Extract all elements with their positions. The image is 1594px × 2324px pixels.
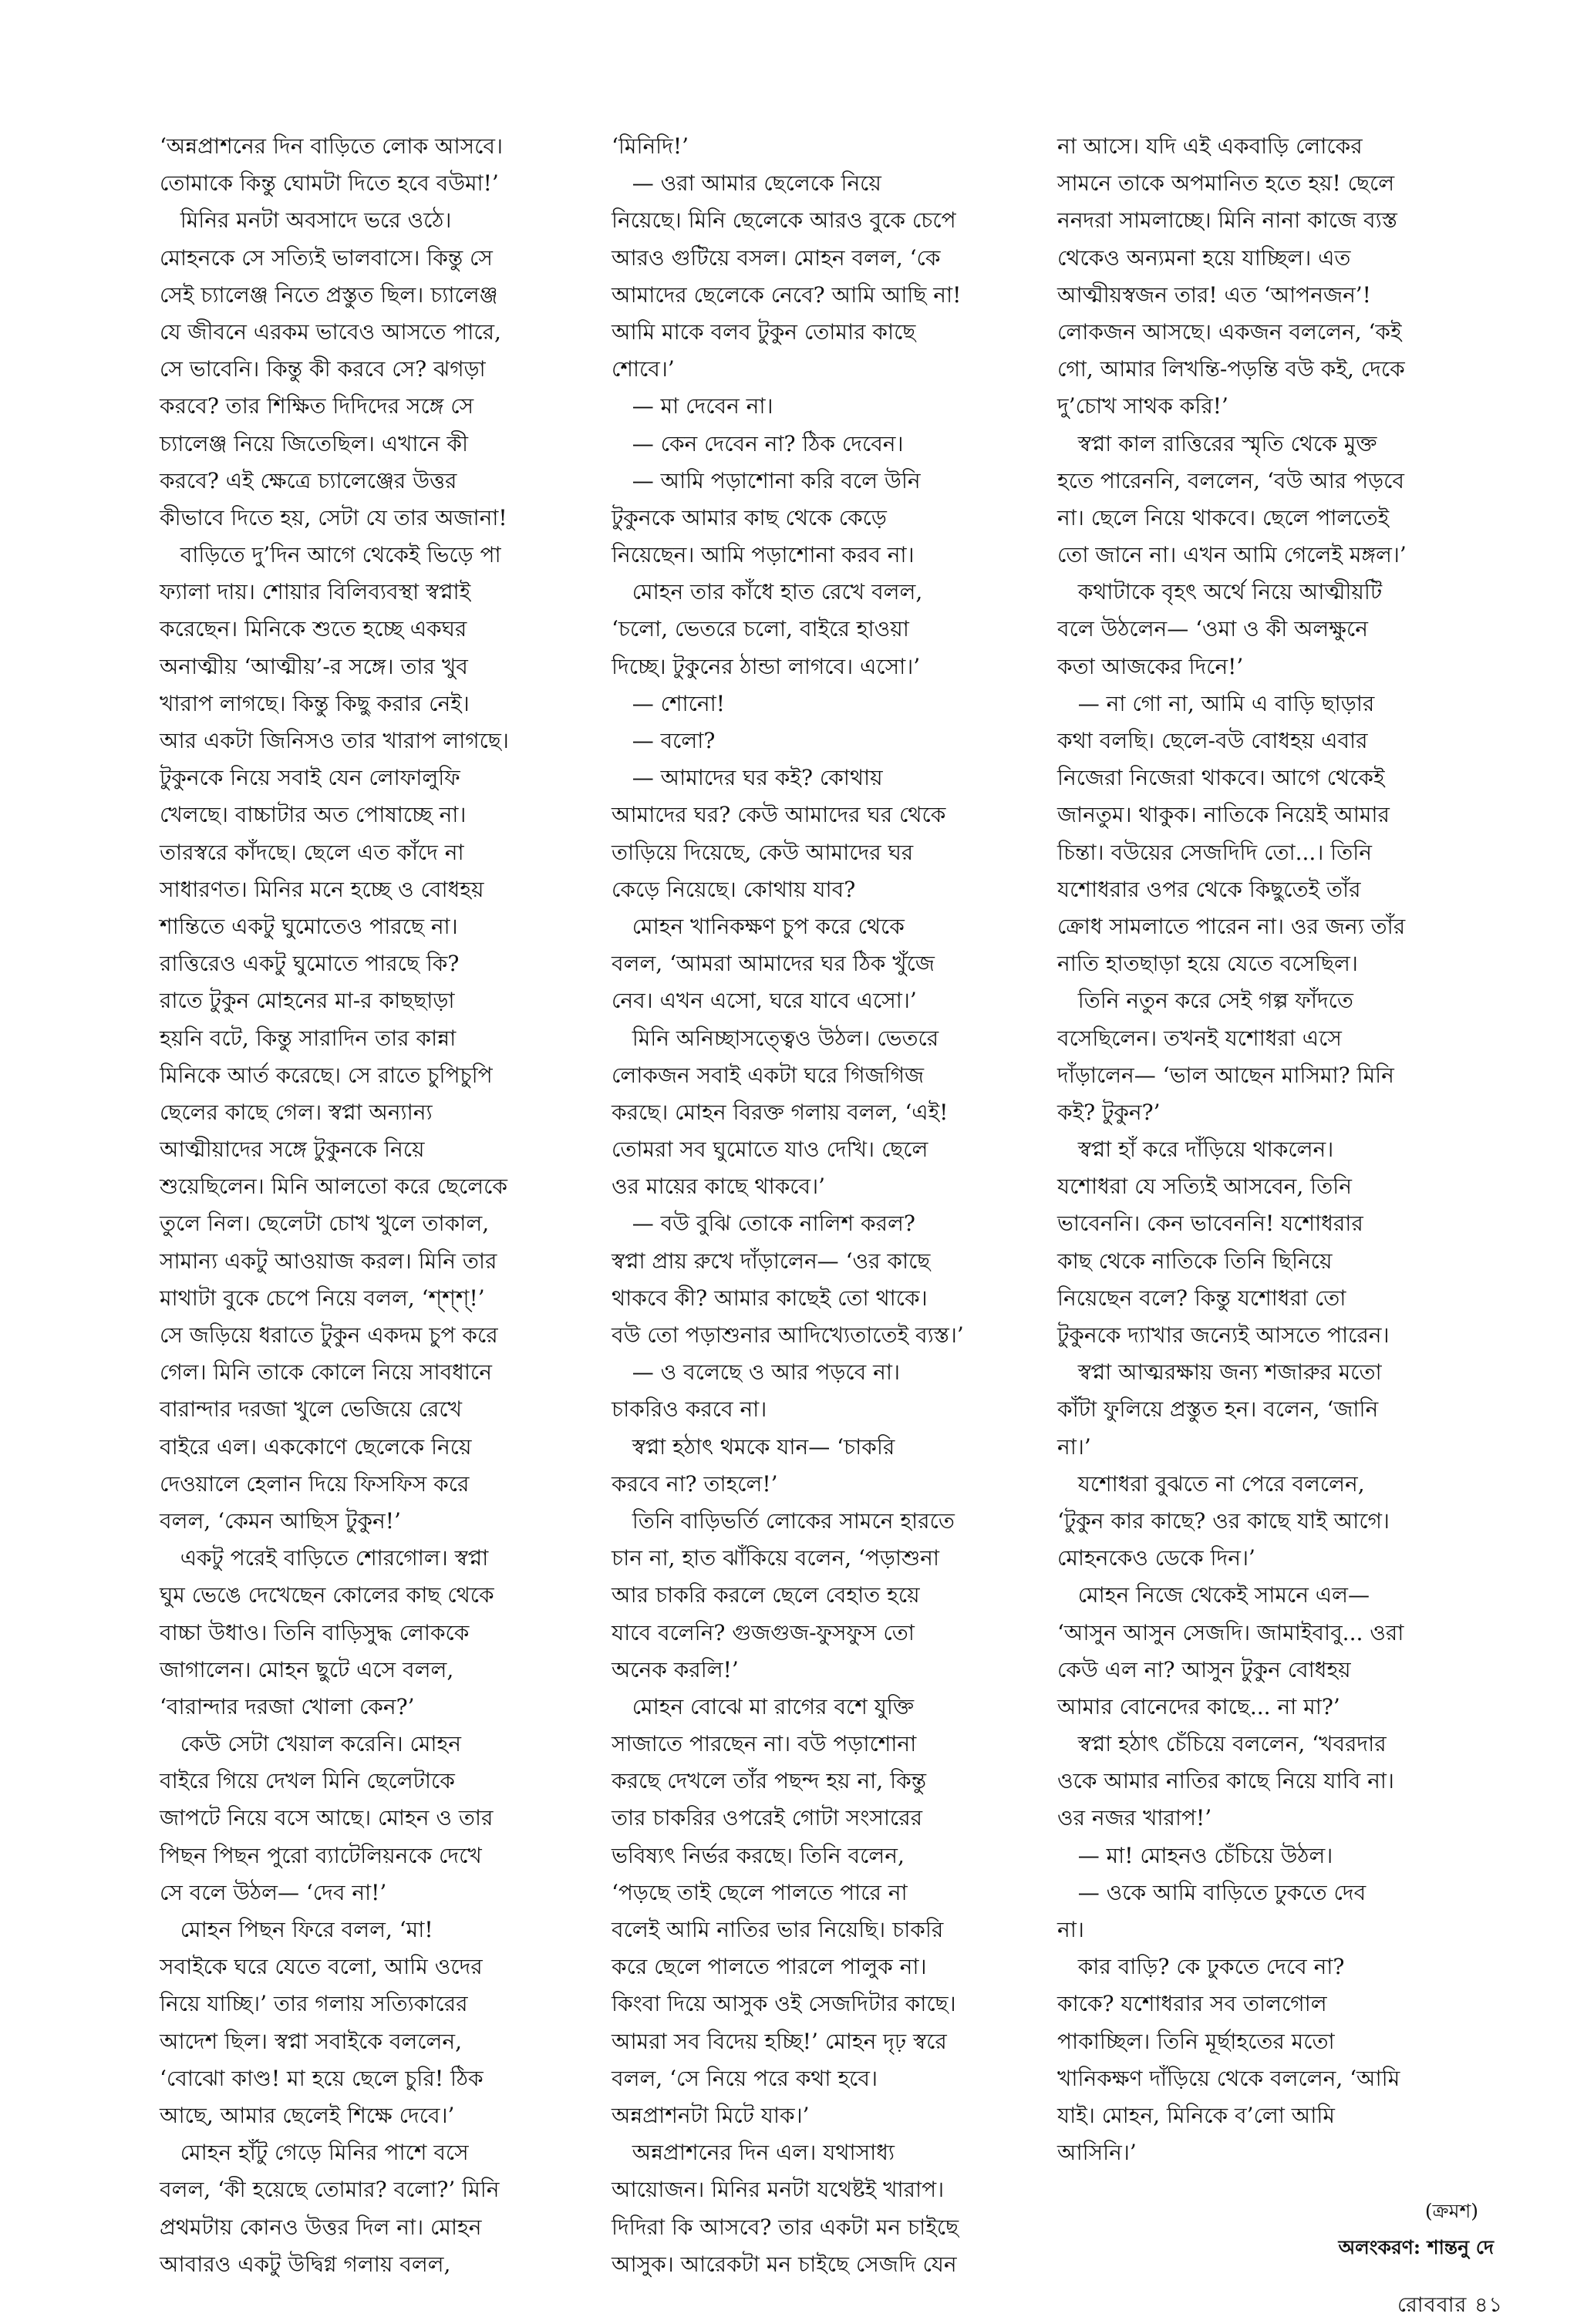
text-line: মাথাটা বুকে চেপে নিয়ে বলল, ‘শ্‌শ্‌শ্‌!’ xyxy=(160,1285,485,1311)
text-line: ক্রোধ সামলাতে পারেন না। ওর জন্য তাঁর xyxy=(1057,913,1406,939)
text-line: দেওয়ালে হেলান দিয়ে ফিসফিস করে xyxy=(160,1470,470,1497)
text-line: মোহন বোঝে মা রাগের বশে যুক্তি xyxy=(612,1693,915,1719)
text-line: তিনি নতুন করে সেই গল্প ফাঁদতে xyxy=(1057,988,1353,1014)
text-line: সাজাতে পারছেন না। বউ পড়াশোনা xyxy=(612,1731,917,1757)
text-line: হয়নি বটে, কিন্তু সারাদিন তার কান্না xyxy=(160,1025,457,1051)
text-line: খানিকক্ষণ দাঁড়িয়ে থেকে বললেন, ‘আমি xyxy=(1057,2065,1400,2091)
text-line: — মা! মোহনও চেঁচিয়ে উঠল। xyxy=(1057,1842,1333,1868)
text-line: না।’ xyxy=(1057,1433,1091,1460)
text-line: প্রথমটায় কোনও উত্তর দিল না। মোহন xyxy=(160,2214,482,2240)
text-line: আমাদের ঘর? কেউ আমাদের ঘর থেকে xyxy=(612,802,946,828)
text-line: খারাপ লাগছে। কিন্তু কিছু করার নেই। xyxy=(160,690,470,716)
text-line: — আমাদের ঘর কই? কোথায় xyxy=(612,765,883,791)
text-line: — ও বলেছে ও আর পড়বে না। xyxy=(612,1359,900,1386)
text-line: — আমি পড়াশোনা করি বলে উনি xyxy=(612,467,921,493)
text-line: কাঁটা ফুলিয়ে প্রস্তুত হন। বলেন, ‘জানি xyxy=(1057,1396,1379,1423)
text-line: ‘পড়ছে তাই ছেলে পালতে পারে না xyxy=(612,1879,908,1905)
text-line: যশোধরা বুঝতে না পেরে বললেন, xyxy=(1057,1470,1365,1497)
text-line: বলে উঠলেন— ‘ওমা ও কী অলক্ষুনে xyxy=(1057,616,1368,642)
text-line: আবারও একটু উদ্বিগ্ন গলায় বলল, xyxy=(160,2251,451,2277)
text-line: নিজেরা নিজেরা থাকবে। আগে থেকেই xyxy=(1057,765,1385,791)
text-line: বলল, ‘কী হয়েছে তোমার? বলো?’ মিনি xyxy=(160,2177,500,2203)
text-line: মোহন তার কাঁধে হাত রেখে বলল, xyxy=(612,579,923,605)
text-line: যশোধরা যে সত্যিই আসবেন, তিনি xyxy=(1057,1174,1352,1200)
text-line: লোকজন আসছে। একজন বললেন, ‘কই xyxy=(1057,318,1402,345)
text-line: আছে, আমার ছেলেই শিক্ষে দেবে।’ xyxy=(160,2102,455,2128)
text-line: অন্নপ্রাশনটা মিটে যাক।’ xyxy=(612,2102,810,2128)
text-line: রাত্তিরেও একটু ঘুমোতে পারছে কি? xyxy=(160,951,460,977)
text-line: অনাত্মীয় ‘আত্মীয়’-র সঙ্গে। তার খুব xyxy=(160,653,468,679)
text-line: স্বপ্না হঠাৎ থমকে যান— ‘চাকরি xyxy=(612,1433,895,1460)
text-line: স্বপ্না প্রায় রুখে দাঁড়ালেন— ‘ওর কাছে xyxy=(612,1248,931,1274)
text-column-1 xyxy=(160,128,591,2283)
text-line: বলল, ‘কেমন আছিস টুকুন!’ xyxy=(160,1507,401,1534)
text-line: তোমরা সব ঘুমোতে যাও দেখি। ছেলে xyxy=(612,1137,928,1163)
text-line: সেই চ্যালেঞ্জ নিতে প্রস্তুত ছিল। চ্যালেঞ্জ xyxy=(160,281,498,308)
text-line: রাতে টুকুন মোহনের মা-র কাছছাড়া xyxy=(160,988,455,1014)
text-line: আয়োজন। মিনির মনটা যথেষ্টই খারাপ। xyxy=(612,2177,945,2203)
text-line: বসেছিলেন। তখনই যশোধরা এসে xyxy=(1057,1025,1342,1051)
text-line: বলল, ‘আমরা আমাদের ঘর ঠিক খুঁজে xyxy=(612,951,935,977)
text-line: সবাইকে ঘরে যেতে বলো, আমি ওদের xyxy=(160,1954,483,1980)
text-line: স্বপ্না হাঁ করে দাঁড়িয়ে থাকলেন। xyxy=(1057,1137,1334,1163)
text-line: আত্মীয়স্বজন তার! এত ‘আপনজন’! xyxy=(1057,281,1371,308)
text-line: ছেলের কাছে গেল। স্বপ্না অন্যান্য xyxy=(160,1099,433,1125)
text-line: — শোনো! xyxy=(612,690,725,716)
text-line: ‘আসুন আসুন সেজদি। জামাইবাবু... ওরা xyxy=(1057,1619,1404,1645)
text-line: ননদরা সামলাচ্ছে। মিনি নানা কাজে ব্যস্ত xyxy=(1057,207,1397,234)
text-line: আর চাকরি করলে ছেলে বেহাত হয়ে xyxy=(612,1582,920,1608)
text-line: — মা দেবেন না। xyxy=(612,393,773,419)
text-line: করেছেন। মিনিকে শুতে হচ্ছে একঘর xyxy=(160,616,467,642)
text-line: তার চাকরির ওপরেই গোটা সংসারের xyxy=(612,1805,923,1831)
text-line: কতা আজকের দিনে!’ xyxy=(1057,653,1244,679)
text-line: — ওকে আমি বাড়িতে ঢুকতে দেব xyxy=(1057,1879,1367,1905)
text-line: কাকে? যশোধরার সব তালগোল xyxy=(1057,1991,1327,2017)
text-line: টুকুনকে আমার কাছ থেকে কেড়ে xyxy=(612,504,887,530)
text-line: কেড়ে নিয়েছে। কোথায় যাব? xyxy=(612,876,856,902)
text-line: আমার বোনেদের কাছে... না মা?’ xyxy=(1057,1693,1340,1719)
text-line: নিয়েছে। মিনি ছেলেকে আরও বুকে চেপে xyxy=(612,207,956,234)
text-line: স্বপ্না কাল রাত্তিরের স্মৃতি থেকে মুক্ত xyxy=(1057,430,1377,456)
text-line: তাড়িয়ে দিয়েছে, কেউ আমাদের ঘর xyxy=(612,839,914,865)
text-line: মোহন হাঁটু গেড়ে মিনির পাশে বসে xyxy=(160,2140,469,2166)
text-line: ভবিষ্যৎ নির্ভর করছে। তিনি বলেন, xyxy=(612,1842,905,1868)
text-line: দাঁড়ালেন— ‘ভাল আছেন মাসিমা? মিনি xyxy=(1057,1062,1394,1088)
text-line: বারান্দার দরজা খুলে ভেজিয়ে রেখে xyxy=(160,1396,463,1423)
text-line: ‘অন্নপ্রাশনের দিন বাড়িতে লোক আসবে। xyxy=(160,133,504,159)
text-line: যাবে বলেনি? গুজগুজ-ফুসফুস তো xyxy=(612,1619,915,1645)
text-line: বাড়িতে দু’দিন আগে থেকেই ভিড়ে পা xyxy=(160,542,501,568)
text-line: যে জীবনে এরকম ভাবেও আসতে পারে, xyxy=(160,318,501,345)
text-line: চান না, হাত ঝাঁকিয়ে বলেন, ‘পড়াশুনা xyxy=(612,1545,939,1571)
text-line: জাগালেন। মোহন ছুটে এসে বলল, xyxy=(160,1656,454,1682)
text-line: স্বপ্না আত্মরক্ষায় জন্য শজারুর মতো xyxy=(1057,1359,1382,1386)
text-line: চাকরিও করবে না। xyxy=(612,1396,767,1423)
text-line: স্বপ্না হঠাৎ চেঁচিয়ে বললেন, ‘খবরদার xyxy=(1057,1731,1387,1757)
text-line: মোহন পিছন ফিরে বলল, ‘মা! xyxy=(160,1917,433,1942)
text-line: কার বাড়ি? কে ঢুকতে দেবে না? xyxy=(1057,1954,1345,1980)
text-line: থাকবে কী? আমার কাছেই তো থাকে। xyxy=(612,1285,928,1311)
text-line: পিছন পিছন পুরো ব্যাটেলিয়নকে দেখে xyxy=(160,1842,482,1868)
text-line: শুয়েছিলেন। মিনি আলতো করে ছেলেকে xyxy=(160,1174,507,1200)
text-line: বউ তো পড়াশুনার আদিখ্যেতাতেই ব্যস্ত।’ xyxy=(612,1322,964,1348)
text-line: করছে। মোহন বিরক্ত গলায় বলল, ‘এই! xyxy=(612,1099,949,1125)
text-line: তুলে নিল। ছেলেটা চোখ খুলে তাকাল, xyxy=(160,1211,490,1237)
page-folio: রোববার ৪১ xyxy=(1397,2293,1503,2317)
text-line: মিনি অনিচ্ছাসত্ত্বেও উঠল। ভেতরে xyxy=(612,1025,939,1051)
text-line: নেব। এখন এসো, ঘরে যাবে এসো।’ xyxy=(612,988,917,1014)
text-line: গেল। মিনি তাকে কোলে নিয়ে সাবধানে xyxy=(160,1359,492,1386)
text-line: সাধারণত। মিনির মনে হচ্ছে ও বোধহয় xyxy=(160,876,484,902)
text-line: করবে? তার শিক্ষিত দিদিদের সঙ্গে সে xyxy=(160,393,474,419)
text-line: আরও গুটিয়ে বসল। মোহন বলল, ‘কে xyxy=(612,244,941,271)
text-line: কীভাবে দিতে হয়, সেটা যে তার অজানা! xyxy=(160,504,507,530)
text-line: একটু পরেই বাড়িতে শোরগোল। স্বপ্না xyxy=(160,1545,489,1571)
text-line: করে ছেলে পালতে পারলে পালুক না। xyxy=(612,1954,927,1980)
text-line: লোকজন সবাই একটা ঘরে গিজগিজ xyxy=(612,1062,925,1088)
text-line: আমাদের ছেলেকে নেবে? আমি আছি না! xyxy=(612,281,962,308)
text-line: কাছ থেকে নাতিকে তিনি ছিনিয়ে xyxy=(1057,1248,1333,1274)
text-line: আর একটা জিনিসও তার খারাপ লাগছে। xyxy=(160,728,509,753)
text-line: ‘বোঝো কাণ্ড! মা হয়ে ছেলে চুরি! ঠিক xyxy=(160,2065,484,2091)
text-line: বলল, ‘সে নিয়ে পরে কথা হবে। xyxy=(612,2065,878,2091)
text-line: মিনির মনটা অবসাদে ভরে ওঠে। xyxy=(160,207,452,234)
text-line: না আসে। যদি এই একবাড়ি লোকের xyxy=(1057,133,1363,159)
text-line: অন্নপ্রাশনের দিন এল। যথাসাধ্য xyxy=(612,2140,895,2166)
text-line: — কেন দেবেন না? ঠিক দেবেন। xyxy=(612,430,904,456)
text-line: — না গো না, আমি এ বাড়ি ছাড়ার xyxy=(1057,690,1375,716)
text-line: চিন্তা। বউয়ের সেজদিদি তো...। তিনি xyxy=(1057,839,1372,865)
text-line: ‘টুকুন কার কাছে? ওর কাছে যাই আগে। xyxy=(1057,1507,1390,1534)
text-line: — বলো? xyxy=(612,728,716,753)
text-line: তিনি বাড়িভর্তি লোকের সামনে হারতে xyxy=(612,1507,955,1534)
text-line: আদেশ ছিল। স্বপ্না সবাইকে বললেন, xyxy=(160,2028,463,2054)
text-line: শান্তিতে একটু ঘুমোতেও পারছে না। xyxy=(160,913,458,939)
text-line: না। ছেলে নিয়ে থাকবে। ছেলে পালতেই xyxy=(1057,504,1390,530)
text-line: আসিনি।’ xyxy=(1057,2140,1137,2166)
text-line: বাচ্চা উধাও। তিনি বাড়িসুদ্ধ লোককে xyxy=(160,1619,470,1645)
to-be-continued-note: (ক্রমশ) xyxy=(1424,2200,1478,2222)
text-line: সে জড়িয়ে ধরাতে টুকুন একদম চুপ করে xyxy=(160,1322,498,1348)
text-line: আসুক। আরেকটা মন চাইছে সেজদি যেন xyxy=(612,2251,957,2277)
text-line: যাই। মোহন, মিনিকে ব’লো আমি xyxy=(1057,2102,1335,2128)
text-line: বাইরে এল। এককোণে ছেলেকে নিয়ে xyxy=(160,1433,472,1460)
text-line: ভাবেননি। কেন ভাবেননি! যশোধরার xyxy=(1057,1211,1363,1237)
text-line: আত্মীয়াদের সঙ্গে টুকুনকে নিয়ে xyxy=(160,1137,425,1163)
text-line: তোমাকে কিন্তু ঘোমটা দিতে হবে বউমা!’ xyxy=(160,170,499,197)
text-line: সে ভাবেনি। কিন্তু কী করবে সে? ঝগড়া xyxy=(160,356,486,382)
text-line: ঘুম ভেঙে দেখেছেন কোলের কাছ থেকে xyxy=(160,1582,494,1608)
text-line: বাইরে গিয়ে দেখল মিনি ছেলেটাকে xyxy=(160,1768,455,1794)
text-line: নিয়েছেন। আমি পড়াশোনা করব না। xyxy=(612,542,915,568)
text-line: কিংবা দিয়ে আসুক ওই সেজদিটার কাছে। xyxy=(612,1991,956,2017)
text-line: বলেই আমি নাতির ভার নিয়েছি। চাকরি xyxy=(612,1917,944,1942)
text-line: পাকাচ্ছিল। তিনি মূর্ছাহতের মতো xyxy=(1057,2028,1335,2054)
text-line: কথাটাকে বৃহৎ অর্থে নিয়ে আত্মীয়টি xyxy=(1057,579,1383,605)
illustration-credit: অলংকরণ: শান্তনু দে xyxy=(1338,2236,1494,2258)
text-line: যশোধরার ওপর থেকে কিছুতেই তাঁর xyxy=(1057,876,1361,902)
text-line: — ওরা আমার ছেলেকে নিয়ে xyxy=(612,170,881,197)
text-line: দিদিরা কি আসবে? তার একটা মন চাইছে xyxy=(612,2214,959,2240)
text-line: ওর নজর খারাপ!’ xyxy=(1057,1805,1212,1831)
text-line: গো, আমার লিখন্তি-পড়ন্তি বউ কই, দেকে xyxy=(1057,356,1405,382)
text-line: জাপটে নিয়ে বসে আছে। মোহন ও তার xyxy=(160,1805,494,1831)
text-line: কই? টুকুন?’ xyxy=(1057,1099,1161,1125)
text-line: করবে? এই ক্ষেত্রে চ্যালেঞ্জের উত্তর xyxy=(160,467,457,493)
text-line: ওকে আমার নাতির কাছে নিয়ে যাবি না। xyxy=(1057,1768,1394,1794)
text-line: জানতুম। থাকুক। নাতিকে নিয়েই আমার xyxy=(1057,802,1390,828)
text-line: করছে দেখলে তাঁর পছন্দ হয় না, কিন্তু xyxy=(612,1768,926,1794)
text-line: টুকুনকে দ্যাখার জন্যেই আসতে পারেন। xyxy=(1057,1322,1390,1348)
text-column-3 xyxy=(1057,128,1489,2171)
text-line: আমি মাকে বলব টুকুন তোমার কাছে xyxy=(612,318,916,345)
text-line: — বউ বুঝি তোকে নালিশ করল? xyxy=(612,1211,915,1237)
text-line: নিয়ে যাচ্ছি।’ তার গলায় সত্যিকারের xyxy=(160,1991,468,2017)
text-line: সে বলে উঠল— ‘দেব না!’ xyxy=(160,1879,387,1905)
text-line: খেলছে। বাচ্চাটার অত পোষাচ্ছে না। xyxy=(160,802,467,828)
text-line: করবে না? তাহলে!’ xyxy=(612,1470,778,1497)
text-line: নিয়েছেন বলে? কিন্তু যশোধরা তো xyxy=(1057,1285,1346,1311)
text-line: তারস্বরে কাঁদছে। ছেলে এত কাঁদে না xyxy=(160,839,464,865)
text-line: নাতি হাতছাড়া হয়ে যেতে বসেছিল। xyxy=(1057,951,1358,977)
text-line: মোহনকে সে সত্যিই ভালবাসে। কিন্তু সে xyxy=(160,244,493,271)
text-line: ‘চলো, ভেতরে চলো, বাইরে হাওয়া xyxy=(612,616,909,642)
text-line: ‘বারান্দার দরজা খোলা কেন?’ xyxy=(160,1693,415,1719)
text-column-2 xyxy=(612,128,1040,2283)
text-line: চ্যালেঞ্জ নিয়ে জিতেছিল। এখানে কী xyxy=(160,430,469,456)
text-line: মোহন নিজে থেকেই সামনে এল— xyxy=(1057,1582,1370,1608)
text-line: ওর মায়ের কাছে থাকবে।’ xyxy=(612,1174,826,1200)
text-line: মোহন খানিকক্ষণ চুপ করে থেকে xyxy=(612,913,905,939)
text-line: সামান্য একটু আওয়াজ করল। মিনি তার xyxy=(160,1248,497,1274)
text-line: তো জানে না। এখন আমি গেলেই মঙ্গল।’ xyxy=(1057,542,1407,568)
text-line: থেকেও অন্যমনা হয়ে যাচ্ছিল। এত xyxy=(1057,244,1351,271)
text-line: দু’চোখ সাথক করি!’ xyxy=(1057,393,1228,419)
text-line: কথা বলছি। ছেলে-বউ বোধহয় এবার xyxy=(1057,728,1368,753)
text-line: না। xyxy=(1057,1917,1084,1942)
text-line: হতে পারেননি, বললেন, ‘বউ আর পড়বে xyxy=(1057,467,1404,493)
text-line: দিচ্ছে। টুকুনের ঠান্ডা লাগবে। এসো।’ xyxy=(612,653,921,679)
text-line: সামনে তাকে অপমানিত হতে হয়! ছেলে xyxy=(1057,170,1395,197)
text-line: মোহনকেও ডেকে দিন।’ xyxy=(1057,1545,1255,1571)
text-line: মিনিকে আর্ত করেছে। সে রাতে চুপিচুপি xyxy=(160,1062,493,1088)
text-line: টুকুনকে নিয়ে সবাই যেন লোফালুফি xyxy=(160,765,460,791)
text-line: আমরা সব বিদেয় হচ্ছি!’ মোহন দৃঢ় স্বরে xyxy=(612,2028,947,2054)
text-line: কেউ এল না? আসুন টুকুন বোধহয় xyxy=(1057,1656,1351,1682)
text-line: কেউ সেটা খেয়াল করেনি। মোহন xyxy=(160,1731,461,1757)
text-line: ফ্যালা দায়। শোয়ার বিলিব্যবস্থা স্বপ্নাই xyxy=(160,579,471,605)
text-line: অনেক করলি!’ xyxy=(612,1656,739,1682)
text-line: শোবে।’ xyxy=(612,356,675,382)
text-line: ‘মিনিদি!’ xyxy=(612,133,689,159)
